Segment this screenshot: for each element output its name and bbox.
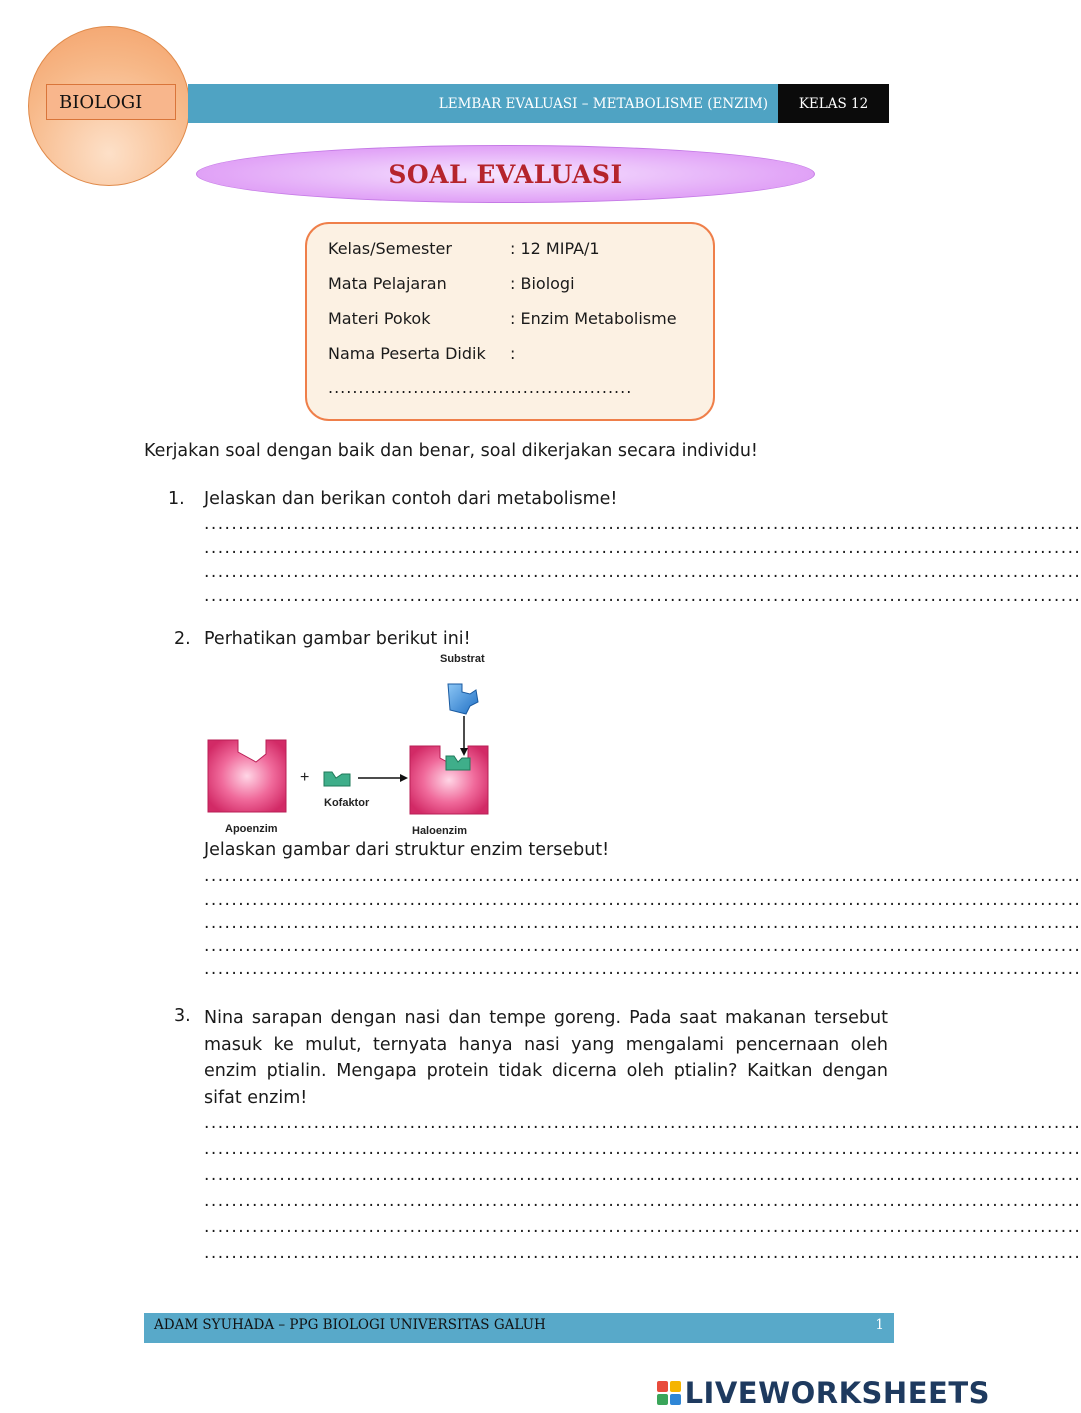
label-apoenzim: Apoenzim bbox=[225, 823, 278, 835]
identity-label: Mata Pelajaran bbox=[328, 274, 447, 293]
answer-line[interactable]: ................................................................................................................................ bbox=[204, 866, 1081, 886]
brand-logo[interactable] bbox=[657, 1376, 990, 1410]
arrow-head bbox=[400, 774, 408, 782]
substrate-shape bbox=[448, 684, 478, 714]
brand-name: LIVEWORKSHEETS bbox=[684, 1376, 990, 1410]
question-text: Jelaskan dan berikan contoh dari metabolisme! bbox=[204, 489, 618, 509]
answer-line[interactable]: ................................................................................................................................ bbox=[204, 959, 1081, 979]
answer-line[interactable]: ................................................................................................................................ bbox=[204, 1191, 1081, 1211]
name-blank[interactable]: .................................................. bbox=[328, 378, 633, 397]
answer-line[interactable]: ................................................................................................................................ bbox=[204, 1139, 1081, 1159]
answer-line[interactable]: ................................................................................................................................ bbox=[204, 1113, 1081, 1133]
identity-label: Kelas/Semester bbox=[328, 239, 452, 258]
label-substrat: Substrat bbox=[440, 653, 485, 665]
answer-line[interactable]: ................................................................................................................................ bbox=[204, 1243, 1081, 1263]
identity-value: : Enzim Metabolisme bbox=[510, 309, 677, 328]
label-haloenzim: Haloenzim bbox=[412, 825, 468, 837]
answer-line[interactable]: ................................................................................................................................ bbox=[204, 1217, 1081, 1237]
worksheet-icon bbox=[657, 1381, 681, 1405]
question-number: 2. bbox=[174, 629, 191, 649]
answer-line[interactable]: ................................................................................................................................ bbox=[204, 936, 1081, 956]
answer-line[interactable]: ................................................................................................................................ bbox=[204, 562, 1081, 582]
subject-label: BIOLOGI bbox=[46, 84, 176, 120]
class-label: KELAS 12 bbox=[778, 84, 889, 123]
question-text: Perhatikan gambar berikut ini! bbox=[204, 629, 471, 649]
label-kofaktor: Kofaktor bbox=[324, 797, 370, 809]
identity-label: Nama Peserta Didik bbox=[328, 344, 486, 363]
footer-author: ADAM SYUHADA – PPG BIOLOGI UNIVERSITAS GALUH bbox=[154, 1317, 546, 1333]
title-banner bbox=[196, 145, 815, 203]
identity-box bbox=[305, 222, 715, 421]
identity-value: : 12 MIPA/1 bbox=[510, 239, 600, 258]
answer-line[interactable]: ................................................................................................................................ bbox=[204, 913, 1081, 933]
sheet-title: LEMBAR EVALUASI – METABOLISME (ENZIM) bbox=[188, 84, 778, 123]
plus-sign: + bbox=[300, 769, 310, 786]
identity-label: Materi Pokok bbox=[328, 309, 431, 328]
identity-value: : bbox=[510, 344, 516, 363]
enzyme-figure bbox=[200, 650, 510, 842]
question-number: 3. bbox=[174, 1006, 191, 1026]
bound-cofactor bbox=[446, 756, 470, 770]
cofactor-shape bbox=[324, 772, 350, 786]
answer-line[interactable]: ................................................................................................................................ bbox=[204, 890, 1081, 910]
identity-value: : Biologi bbox=[510, 274, 575, 293]
answer-line[interactable]: ................................................................................................................................ bbox=[204, 538, 1081, 558]
substrate-arrow-head bbox=[460, 748, 468, 756]
page-number: 1 bbox=[875, 1317, 884, 1333]
instruction: Kerjakan soal dengan baik dan benar, soal dikerjakan secara individu! bbox=[144, 441, 758, 461]
question-text: Nina sarapan dengan nasi dan tempe goreng. Pada saat makanan tersebut masuk ke mulut, ternyata hanya nasi yang mengalami pencernaan oleh enzim ptialin. Mengapa protein tidak dicerna oleh ptialin? Kaitkan dengan sifat enzim! bbox=[204, 1008, 888, 1108]
question-number: 1. bbox=[168, 489, 185, 509]
answer-line[interactable]: ................................................................................................................................ bbox=[204, 1165, 1081, 1185]
question-followup: Jelaskan gambar dari struktur enzim tersebut! bbox=[204, 840, 610, 860]
answer-line[interactable]: ................................................................................................................................ bbox=[204, 514, 1081, 534]
answer-line[interactable]: ................................................................................................................................ bbox=[204, 586, 1081, 606]
page-title: SOAL EVALUASI bbox=[388, 159, 623, 189]
apoenzyme-shape bbox=[208, 740, 286, 812]
enzyme-diagram bbox=[200, 650, 510, 842]
footer-bar bbox=[144, 1313, 894, 1343]
